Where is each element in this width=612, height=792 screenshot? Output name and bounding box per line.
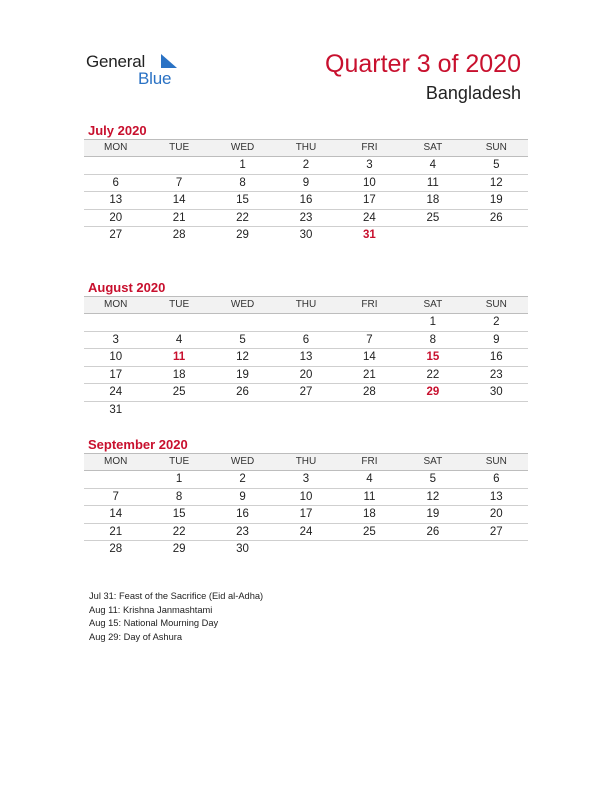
empty-day-cell — [401, 402, 464, 420]
logo — [86, 52, 196, 92]
day-cell: 5 — [211, 332, 274, 350]
empty-day-cell — [274, 541, 337, 559]
day-cell: 31 — [363, 229, 376, 241]
day-cell: 2 — [274, 157, 337, 175]
holiday-item: Aug 15: National Mourning Day — [89, 618, 219, 628]
day-cell: 21 — [147, 210, 210, 228]
empty-day-cell — [338, 314, 401, 332]
day-cell: 10 — [274, 489, 337, 507]
month-name: August 2020 — [88, 280, 166, 295]
weekday-header: FRI — [338, 140, 401, 157]
day-cell: 21 — [84, 524, 147, 542]
day-cell: 23 — [211, 524, 274, 542]
day-cell: 13 — [465, 489, 528, 507]
day-cell: 21 — [338, 367, 401, 385]
day-cell: 29 — [172, 543, 186, 555]
empty-day-cell — [84, 157, 147, 175]
day-cell: 17 — [274, 506, 337, 524]
day-cell: 8 — [401, 332, 464, 350]
logo-triangle-icon — [161, 54, 177, 68]
empty-day-cell — [338, 541, 401, 559]
empty-day-cell — [84, 314, 147, 332]
weekday-header: MON — [84, 454, 147, 471]
holiday-item: Aug 11: Krishna Janmashtami — [89, 604, 213, 615]
day-cell: 17 — [338, 192, 401, 210]
day-cell: 25 — [338, 524, 401, 542]
day-cell: 11 — [338, 489, 401, 507]
weekday-header: THU — [274, 140, 337, 157]
day-cell: 14 — [338, 349, 401, 367]
empty-day-cell — [465, 227, 528, 245]
day-cell: 20 — [84, 210, 147, 228]
day-cell: 18 — [147, 367, 210, 385]
empty-day-cell — [274, 402, 337, 420]
day-cell: 9 — [274, 175, 337, 193]
day-cell: 12 — [401, 489, 464, 507]
month-grid — [84, 453, 528, 559]
day-cell: 11 — [147, 349, 210, 367]
month-grid — [84, 139, 528, 245]
holiday-item: Aug 29: Day of Ashura — [89, 631, 183, 642]
day-cell: 6 — [84, 175, 147, 193]
day-cell: 27 — [109, 229, 123, 241]
day-cell: 15 — [147, 506, 210, 524]
day-cell: 12 — [211, 349, 274, 367]
day-cell: 16 — [211, 506, 274, 524]
month-calendar — [84, 122, 528, 245]
empty-day-cell — [338, 402, 401, 420]
day-cell: 1 — [147, 471, 210, 489]
weekday-header: MON — [84, 140, 147, 157]
day-cell: 8 — [147, 489, 210, 507]
logo-general-text: General — [86, 52, 146, 71]
day-cell: 27 — [274, 384, 337, 402]
holiday-item: Jul 31: Feast of the Sacrifice (Eid al-Adha) — [89, 591, 264, 601]
day-cell: 24 — [338, 210, 401, 228]
day-cell: 19 — [465, 192, 528, 210]
day-cell: 11 — [401, 175, 464, 193]
empty-day-cell — [465, 541, 528, 559]
day-cell: 27 — [465, 524, 528, 542]
day-cell: 12 — [465, 175, 528, 193]
weekday-header: WED — [211, 140, 274, 157]
day-cell: 24 — [84, 384, 147, 402]
empty-day-cell — [211, 314, 274, 332]
day-cell: 18 — [338, 506, 401, 524]
weekday-header: TUE — [147, 297, 210, 314]
day-cell: 18 — [401, 192, 464, 210]
weekday-header: WED — [211, 297, 274, 314]
page-title: Quarter 3 of 2020 — [325, 50, 521, 78]
day-cell: 30 — [299, 229, 313, 241]
day-cell: 29 — [401, 384, 464, 402]
day-cell: 28 — [109, 543, 123, 555]
day-cell: 4 — [401, 157, 464, 175]
day-cell: 6 — [465, 471, 528, 489]
empty-day-cell — [401, 227, 464, 245]
empty-day-cell — [211, 402, 274, 420]
day-cell: 26 — [465, 210, 528, 228]
weekday-header: SAT — [401, 297, 464, 314]
empty-day-cell — [147, 402, 210, 420]
day-cell: 4 — [147, 332, 210, 350]
day-cell: 7 — [147, 175, 210, 193]
day-cell: 9 — [465, 332, 528, 350]
day-cell: 13 — [84, 192, 147, 210]
day-cell: 30 — [465, 384, 528, 402]
weekday-header: MON — [84, 297, 147, 314]
month-calendar — [84, 436, 528, 559]
month-calendar — [84, 279, 528, 419]
holiday-list — [89, 590, 263, 644]
day-cell: 1 — [211, 157, 274, 175]
country-name: Bangladesh — [425, 83, 521, 103]
empty-day-cell — [274, 314, 337, 332]
day-cell: 9 — [211, 489, 274, 507]
day-cell: 7 — [84, 489, 147, 507]
day-cell: 7 — [338, 332, 401, 350]
day-cell: 15 — [401, 349, 464, 367]
day-cell: 15 — [211, 192, 274, 210]
day-cell: 25 — [401, 210, 464, 228]
day-cell: 26 — [401, 524, 464, 542]
day-cell: 20 — [274, 367, 337, 385]
day-cell: 5 — [401, 471, 464, 489]
day-cell: 24 — [274, 524, 337, 542]
day-cell: 8 — [211, 175, 274, 193]
weekday-header: SUN — [465, 454, 528, 471]
day-cell: 25 — [147, 384, 210, 402]
day-cell: 23 — [274, 210, 337, 228]
day-cell: 1 — [401, 314, 464, 332]
weekday-header: SUN — [465, 297, 528, 314]
empty-day-cell — [401, 541, 464, 559]
day-cell: 16 — [274, 192, 337, 210]
weekday-header: THU — [274, 454, 337, 471]
month-name: September 2020 — [88, 437, 188, 452]
day-cell: 2 — [465, 314, 528, 332]
empty-day-cell — [147, 314, 210, 332]
day-cell: 30 — [236, 543, 249, 555]
empty-day-cell — [84, 471, 147, 489]
weekday-header: SAT — [401, 140, 464, 157]
day-cell: 28 — [338, 384, 401, 402]
day-cell: 3 — [84, 332, 147, 350]
day-cell: 26 — [211, 384, 274, 402]
month-name: July 2020 — [88, 123, 147, 138]
day-cell: 29 — [236, 229, 249, 241]
month-grid — [84, 296, 528, 419]
day-cell: 19 — [211, 367, 274, 385]
day-cell: 6 — [274, 332, 337, 350]
day-cell: 2 — [211, 471, 274, 489]
day-cell: 17 — [84, 367, 147, 385]
weekday-header: WED — [211, 454, 274, 471]
day-cell: 10 — [338, 175, 401, 193]
weekday-header: SAT — [401, 454, 464, 471]
day-cell: 3 — [338, 157, 401, 175]
day-cell: 22 — [147, 524, 210, 542]
logo-blue-text: Blue — [138, 69, 172, 88]
day-cell: 23 — [465, 367, 528, 385]
weekday-header: THU — [274, 297, 337, 314]
day-cell: 3 — [274, 471, 337, 489]
weekday-header: FRI — [338, 297, 401, 314]
day-cell: 19 — [401, 506, 464, 524]
empty-day-cell — [465, 402, 528, 420]
day-cell: 31 — [109, 403, 123, 416]
day-cell: 20 — [465, 506, 528, 524]
day-cell: 14 — [147, 192, 210, 210]
weekday-header: TUE — [147, 140, 210, 157]
day-cell: 5 — [465, 157, 528, 175]
day-cell: 14 — [84, 506, 147, 524]
day-cell: 22 — [211, 210, 274, 228]
day-cell: 4 — [338, 471, 401, 489]
weekday-header: TUE — [147, 454, 210, 471]
day-cell: 10 — [84, 349, 147, 367]
weekday-header: SUN — [465, 140, 528, 157]
day-cell: 13 — [274, 349, 337, 367]
empty-day-cell — [147, 157, 210, 175]
day-cell: 28 — [172, 229, 186, 241]
day-cell: 16 — [465, 349, 528, 367]
day-cell: 22 — [401, 367, 464, 385]
weekday-header: FRI — [338, 454, 401, 471]
